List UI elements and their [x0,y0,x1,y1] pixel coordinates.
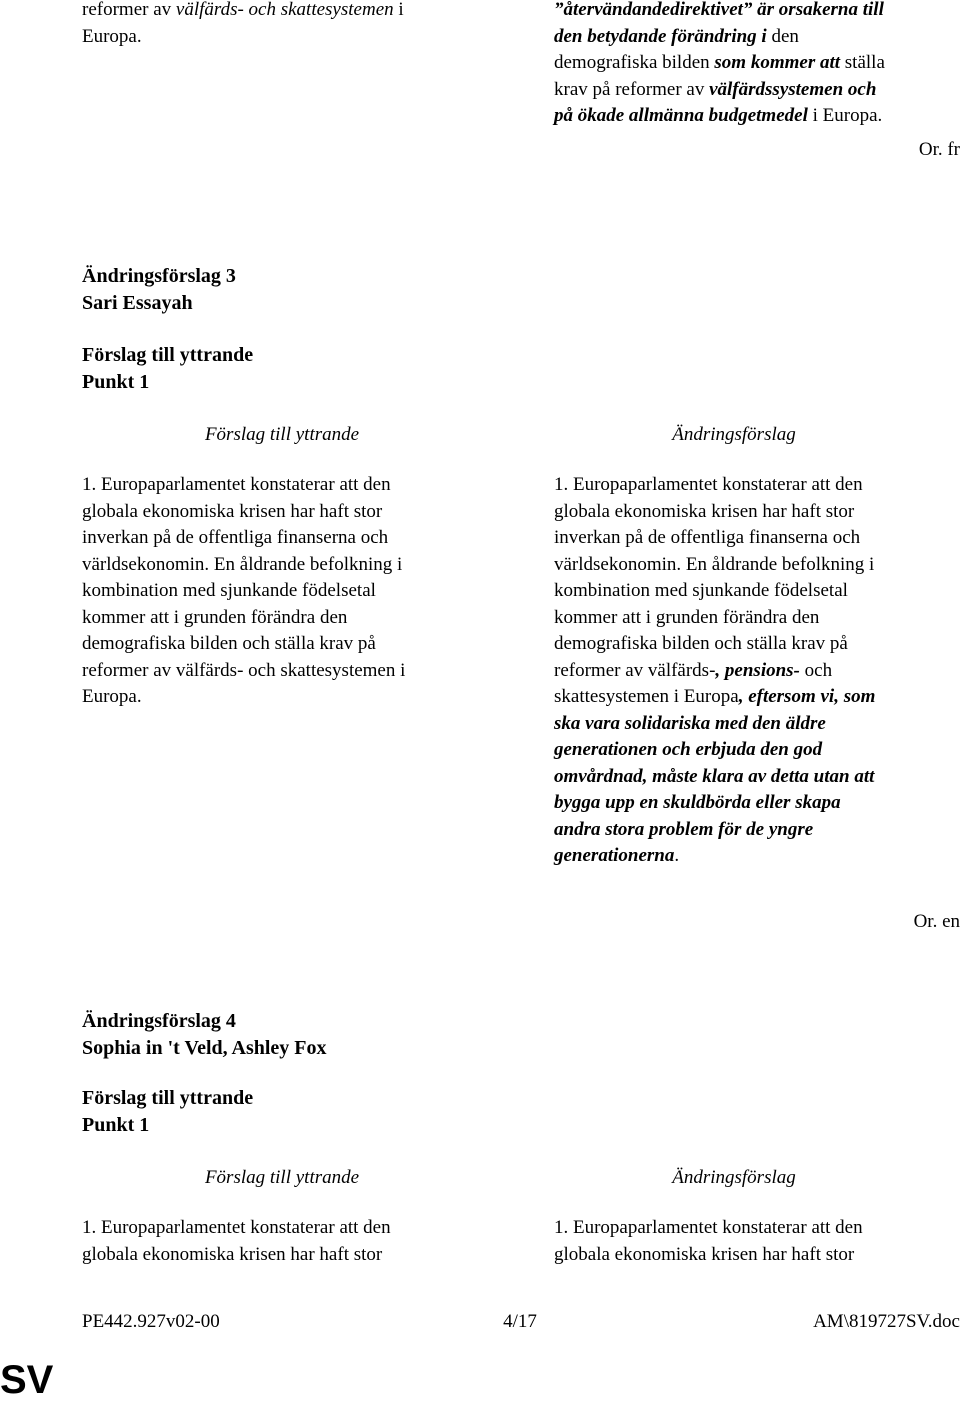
proposal-text: 1. Europaparlamentet konstaterar att den globala ekonomiska krisen har haft stor inverkan på de offentliga finanserna och världsekonomin. En åldrande befolkning i kombination med sjunkande födelsetal kommer att i grunden förändra den demografiska bilden och ställa krav på reformer av välfärds- och skattesystemen i Europa. [82,474,406,707]
point-label: Punkt 1 [82,371,150,393]
proposal-label: Förslag till yttrande [82,344,254,366]
column-header-proposal: Förslag till yttrande [204,1167,360,1188]
amendment-author: Sophia in 't Veld, Ashley Fox [82,1037,327,1059]
column-header-amendment: Ändringsförslag [672,1167,796,1188]
amendment-title: Ändringsförslag 4 [82,1010,236,1032]
prev-right-text: ”återvändandedirektivet” är orsakerna till den betydande förändring i den demografiska bilden som kommer att ställa krav på reformer av välfärdssystemen och på ökade allmänna budgetmedel i Europa. [554,0,885,126]
column-header-amendment: Ändringsförslag [672,424,796,445]
amendment-text: 1. Europaparlamentet konstaterar att den globala ekonomiska krisen har haft stor inverkan på de offentliga finanserna och världsekonomin. En åldrande befolkning i kombination med sjunkande födelsetal kommer att i grunden förändra den demografiska bilden och ställa krav på reformer av välfärds-, pensions- och skattesystemen i Europa, eftersom vi, som ska vara solidariska med den äldre generationen och erbjuda den god omvårdnad, måste klara av detta utan att bygga upp en skuldbörda eller skapa andra stora problem för de yngre generationerna. [554,474,876,866]
footer-file-name: AM\819727SV.doc [813,1311,960,1332]
proposal-text: 1. Europaparlamentet konstaterar att den globala ekonomiska krisen har haft stor [82,1217,391,1265]
footer-page-number: 4/17 [503,1311,537,1332]
language-code: SV [0,1358,54,1402]
column-header-proposal: Förslag till yttrande [204,424,360,445]
amendment-title: Ändringsförslag 3 [82,265,236,287]
amendment-author: Sari Essayah [82,292,193,314]
origin-label: Or. en [913,911,960,932]
point-label: Punkt 1 [82,1114,150,1136]
prev-left-text: reformer av välfärds- och skattesystemen i Europa. [82,0,404,47]
footer-doc-ref: PE442.927v02-00 [82,1311,220,1332]
origin-label: Or. fr [918,139,960,160]
proposal-label: Förslag till yttrande [82,1087,254,1109]
amendment-text: 1. Europaparlamentet konstaterar att den globala ekonomiska krisen har haft stor [554,1217,863,1265]
